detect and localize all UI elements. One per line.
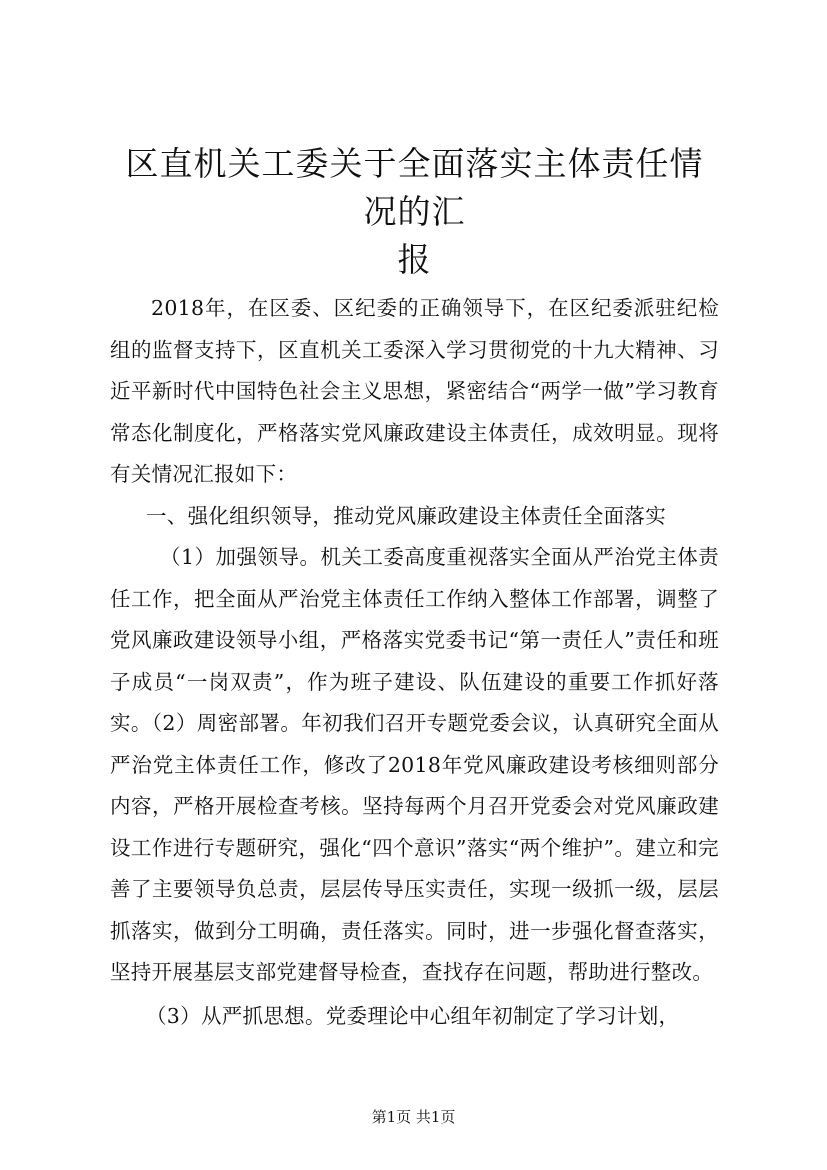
page-footer: 第1页 共1页 <box>371 1108 456 1126</box>
title-line-2: 报 <box>397 240 432 279</box>
body-paragraph: （1）加强领导。机关工委高度重视落实全面从严治党主体责任工作，把全面从严治党主体责任工作纳入整体工作部署，调整了党风廉政建设领导小组，严格落实党委书记“第一责任人”责任和班子成员“一岗双责”，作为班子建设、队伍建设的重要工作抓好落实。（2）周密部署。年初我们召开专题党委会议，认真研究全面从严治党主体责任工作，修改了2018年党风廉政建设考核细则部分内容，严格开展检查考核。坚持每两个月召开党委会对党风廉政建设工作进行专题研究，强化“四个意识”落实“两个维护”。建立和完善了主要领导负总责，层层传导压实责任，实现一级抓一级，层层抓落实，做到分工明确，责任落实。同时，进一步强化督查落实，坚持开展基层支部党建督导检查，查找存在问题，帮助进行整改。 <box>110 545 719 984</box>
section-heading-1: 一、强化组织领导，推动党风廉政建设主体责任全面落实 <box>146 503 666 528</box>
intro-paragraph: 2018年，在区委、区纪委的正确领导下，在区纪委派驻纪检组的监督支持下，区直机关工委深入学习贯彻党的十九大精神、习近平新时代中国特色社会主义思想，紧密结合“两学一做”学习教育常态化制度化，严格落实党风廉政建设主体责任，成效明显。现将有关情况汇报如下： <box>110 296 719 486</box>
body-paragraph-partial: （3）从严抓思想。党委理论中心组年初制定了学习计划， <box>146 1003 680 1028</box>
document-body <box>110 288 719 1037</box>
document-title <box>110 140 719 284</box>
title-line-1: 区直机关工委关于全面落实主体责任情况的汇 <box>125 144 704 231</box>
